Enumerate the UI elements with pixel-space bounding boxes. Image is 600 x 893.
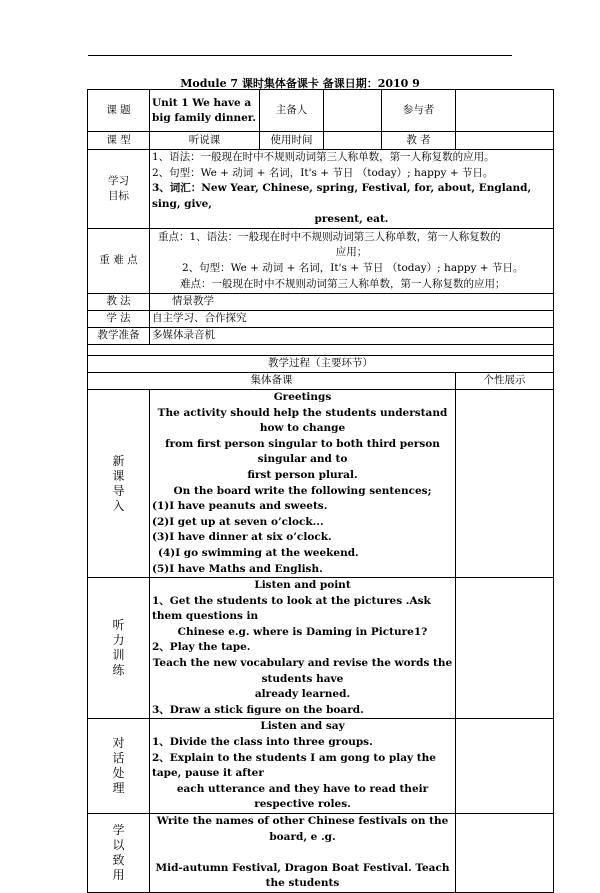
teach-method-label: 教 法 [88,293,150,310]
participants-label: 参与者 [382,90,456,132]
key-point-line: 难点：一般现在时中不规则动词第三人称单数，第一人称复数的应用； [180,277,506,290]
section-label-char: 力 [112,633,125,648]
row-teach-method [88,293,554,310]
row-learn-method [88,310,554,327]
goals-content [150,150,554,229]
section-label-char: 以 [112,837,125,852]
section-line [152,845,453,861]
goals-label-line: 目标 [108,189,129,202]
section-dialogue [88,719,554,814]
section-label-char: 听 [112,618,125,633]
section-label-char: 处 [112,766,125,781]
section-line: (5)I have Maths and English. [152,562,323,575]
section-line: Listen and point [254,579,351,592]
section-line: 2、Play the tape. [152,641,251,654]
section-label-char: 训 [112,648,125,663]
section-label-char: 话 [112,751,125,766]
preparation-value: 多媒体录音机 [150,327,554,344]
section-label [88,719,150,814]
subject-label: 课 题 [88,90,150,132]
goal-item: 3、词汇：New Year, Chinese, spring, Festival, for, about, England, sing, give, [152,182,532,210]
row-spacer [88,344,554,355]
preparation-label: 教学准备 [88,327,150,344]
section-line: Chinese e.g. where is Daming in Picture1? [177,625,428,638]
section-line: Write the names of other Chinese festivals on the board, e .g. [156,815,449,843]
section-label-char: 入 [112,498,125,513]
key-points-content [150,228,554,293]
goal-item: present, eat. [314,213,389,226]
section-line: from first person singular to both third person singular and to [165,437,440,466]
learn-method-value: 自主学习、合作探究 [150,310,554,327]
key-point-line: 2、句型：We + 动词 + 名词，It's + 节日 （today）; happy + 节日。 [182,261,524,274]
section-line: (2)I get up at seven o’clock... [152,515,324,528]
section-content [150,389,456,577]
section-line: (3)I have dinner at six o’clock. [152,531,332,544]
section-line: On the board write the following sentences; [173,484,432,497]
page-title: Module 7 课时集体备课卡 备课日期：2010 9 [180,77,420,90]
key-points-label: 重 难 点 [88,228,150,293]
section-line: Greetings [273,390,332,403]
time-value [324,132,382,150]
personal-column-header: 个性展示 [456,372,554,389]
participants-value [456,90,554,132]
teach-method-value: 情景教学 [150,293,554,310]
row-subject [88,90,554,132]
section-line: already learned. [254,688,351,701]
key-point-line: 应用； [335,246,368,259]
section-label-char: 用 [112,867,125,882]
section-line: The activity should help the students understand how to change [157,406,448,435]
section-line: (4)I go swimming at the weekend. [158,546,359,559]
personal-cell [456,814,554,893]
section-label-char: 导 [112,483,125,498]
type-value: 听说课 [150,132,260,150]
subject-value: Unit 1 We have a big family dinner. [150,90,260,132]
section-listening [88,578,554,719]
row-key-points [88,228,554,293]
teacher-label: 教 者 [382,132,456,150]
section-line: 3、Draw a stick figure on the board. [152,703,364,716]
preparer-label: 主备人 [260,90,324,132]
key-point-line: 重点：1、语法：一般现在时中不规则动词第三人称单数，第一人称复数的 [158,230,501,243]
type-label: 课 型 [88,132,150,150]
section-line: 1、Divide the class into three groups. [152,736,373,749]
personal-cell [456,389,554,577]
spacer-cell [88,344,554,355]
section-application [88,814,554,893]
row-goals [88,150,554,229]
section-line: (1)I have peanuts and sweets. [152,500,328,513]
section-line: 1、Get the students to look at the pictures .Ask them questions in [152,594,431,623]
section-label [88,814,150,893]
row-type [88,132,554,150]
collective-column-header: 集体备课 [88,372,456,389]
header-rule [88,55,512,56]
teacher-value [456,132,554,150]
section-content [150,578,456,719]
section-intro [88,389,554,577]
preparer-value [324,90,382,132]
goals-label [88,150,150,229]
section-label-char: 学 [112,822,125,837]
section-content [150,814,456,893]
section-line: each utterance and they have to read their respective roles. [176,782,429,811]
personal-cell [456,578,554,719]
section-label-char: 理 [112,781,125,796]
time-label: 使用时间 [260,132,324,150]
section-label [88,389,150,577]
section-line: Teach the new vocabulary and revise the words the students have [152,657,453,685]
section-label-char: 练 [112,663,125,678]
section-line: Mid-autumn Festival, Dragon Boat Festival. Teach the students [155,861,450,890]
section-line: first person plural. [247,468,358,481]
section-line: Listen and say [260,720,345,733]
section-label [88,578,150,719]
row-process-header [88,355,554,372]
lesson-plan-table [87,89,554,893]
section-label-char: 致 [112,852,125,867]
goal-item: 1、语法：一般现在时中不规则动词第三人称单数，第一人称复数的应用。 [152,151,495,163]
section-label-char: 新 [112,453,125,468]
row-process-columns [88,372,554,389]
personal-cell [456,719,554,814]
learn-method-label: 学 法 [88,310,150,327]
section-content [150,719,456,814]
row-preparation [88,327,554,344]
goals-label-line: 学习 [108,174,129,187]
section-label-char: 对 [112,736,125,751]
section-line: 2、Explain to the students I am gong to play the tape, pause it after [152,751,436,780]
goal-item: 2、句型：We + 动词 + 名词，It's + 节日 （today）; happy + 节日。 [152,166,494,179]
process-header: 教学过程（主要环节） [88,355,554,372]
section-label-char: 课 [112,468,125,483]
